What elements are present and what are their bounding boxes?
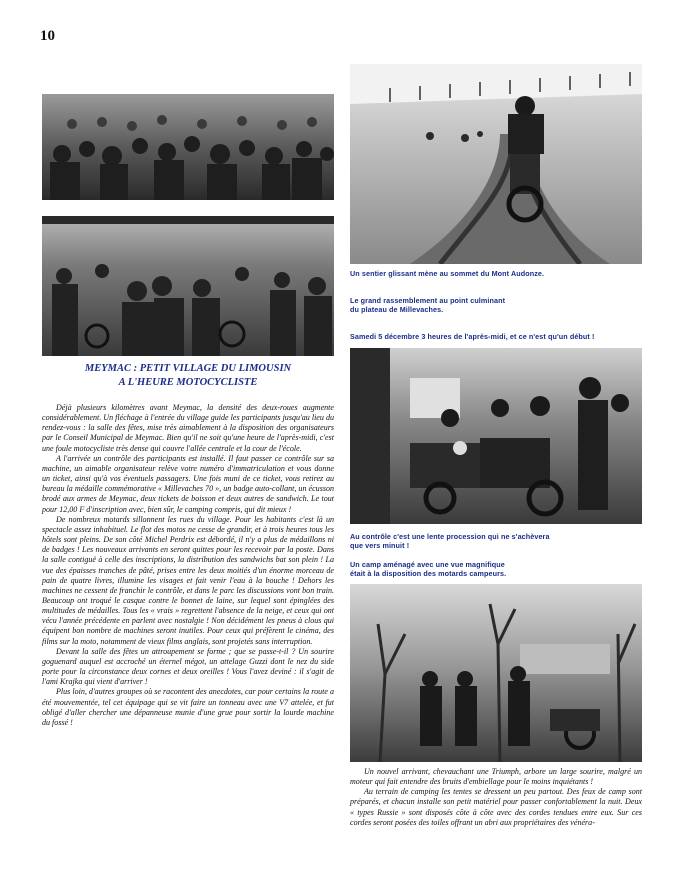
- caption-line: était à la disposition des motards campeurs.: [350, 568, 507, 578]
- photo-rider-path: [350, 64, 642, 264]
- caption-line: du plateau de Millevaches.: [350, 304, 444, 314]
- paragraph: Au terrain de camping les tentes se dressent un peu partout. Des feux de camp sont préparés, et chacun installe son petit matériel pour passer confortablement la nuit. Deux « types Russie » sont disposés côte à côte avec des cordes tendues entre eux. Sur ces cordes seront posées des toiles offrant un abri aux propriétaires des vénéra-: [350, 787, 642, 827]
- photo-sidecar: [350, 348, 642, 524]
- caption-line: que vers minuit !: [350, 540, 410, 550]
- caption-line: Au contrôle c'est une lente procession qui ne s'achèvera: [350, 532, 550, 541]
- caption-line: Le grand rassemblement au point culminant: [350, 296, 506, 305]
- caption-line: Un camp aménagé avec une vue magnifique: [350, 560, 505, 569]
- caption-controle: [350, 533, 642, 550]
- photo-camp: [350, 584, 642, 762]
- page-number: 10: [40, 28, 55, 44]
- right-article-body: [350, 767, 642, 828]
- caption-mont-audonze: Un sentier glissant mène au sommet du Mont Audonze.: [350, 269, 545, 278]
- caption-camp: [350, 561, 642, 578]
- caption-rassemblement: [350, 297, 642, 314]
- paragraph: Devant la salle des fêtes un attroupement se forme ; que se passe-t-il ? Un sourire goguenard auquel est accroché un éternel mégot, un attelage Guzzi dont le nez du side porte pour la circonstance deux cornes et deux oreilles ! Vous l'avez deviné : il s'agit de l'ami Krajka qui vient d'arriver !: [42, 646, 334, 687]
- paragraph: Déjà plusieurs kilomètres avant Meymac, la densité des deux-roues augmente considérablement. Un fléchage à l'entrée du village guide les participants jusqu'au lieu du rendez-vous : la salle des fêtes, mise très aimablement à la disposition des organisateurs par le Conseil Municipal de Meymac. Bien qu'il ne soit qu'une heure de l'après-midi, c'est une foule motocycliste très dense qui couvre l'allée centrale et la cour de l'école.: [42, 403, 334, 453]
- paragraph: De nombreux motards sillonnent les rues du village. Pour les habitants c'est là un spectacle assez inhabituel. Le flot des motos ne cesse de grandir, et à trois heures tous les hôtels sont pleins. De son côté Michel Perdrix est débordé, il n'y a plus de médaillons ni de badges ! Les nouveaux arrivants en seront quittes pour les recevoir par la poste. Dans la salle contiguë à celle des inscriptions, la distribution des sandwichs bat son plein ! La vue des épaisses tranches de pâté, prises entre les deux moitiés d'un énorme morceau de pain de quatre livres, illumine les visages et fait venir l'eau à la bouche ! Dehors les machines ne cessent de franchir le contrôle, et dans le parc les discussions vont bon train. Beaucoup ont troqué le casque contre le bonnet de laine, sur lequel sont épinglées des multitudes de médailles. Tous les « vrais » regrettent l'absence de la neige, et ceux qui ont vécu l'année précédente en parlent avec nostalgie ! Non décidément les pneus à clous qui équipent bon nombre de machines seront inutiles. Pour ceux qui préfèrent le cinéma, des films sur la moto, notamment de vieux films anglais, sont projetés sans interruption.: [42, 514, 334, 646]
- caption-samedi: Samedi 5 décembre 3 heures de l'après-midi, et ce n'est qu'un début !: [350, 332, 595, 341]
- photo-crowd-bottom: [42, 216, 334, 356]
- photo-crowd-top: [42, 94, 334, 200]
- article-title-line1: MEYMAC : PETIT VILLAGE DU LIMOUSIN: [84, 363, 292, 374]
- paragraph: Un nouvel arrivant, chevauchant une Triumph, arbore un large sourire, malgré un moteur qui fait entendre des bruits d'embiellage pour le moins inquiétants !: [350, 767, 642, 787]
- left-article-body: [42, 403, 334, 728]
- article-title-line2: A L'HEURE MOTOCYCLISTE: [118, 377, 258, 388]
- article-title: [42, 362, 334, 390]
- paragraph: A l'arrivée un contrôle des participants est installé. Il faut passer ce contrôle sur sa machine, un aimable organisateur relève votre numéro d'immatriculation et vous donne un ticket, ainsi qu'à vos éventuels passagers. Une fois muni de ce ticket, vous retirez au bureau la médaille commémorative « Millevaches 70 », un badge auto-collant, un écusson brodé aux armes de Meymac, deux tickets de boisson et deux autres de sandwich. Le tout pour 12,00 F d'inscription avec, bien sûr, le camping compris, qui dit mieux !: [42, 453, 334, 514]
- paragraph: Plus loin, d'autres groupes où se racontent des anecdotes, car pour certains la route a été mouvementée, tel cet équipage qui se vit faire un tonneau avec une V7 attelée, et fut obligé d'aller chercher une dépanneuse munie d'une grue pour sortir la lourde machine du fossé !: [42, 687, 334, 727]
